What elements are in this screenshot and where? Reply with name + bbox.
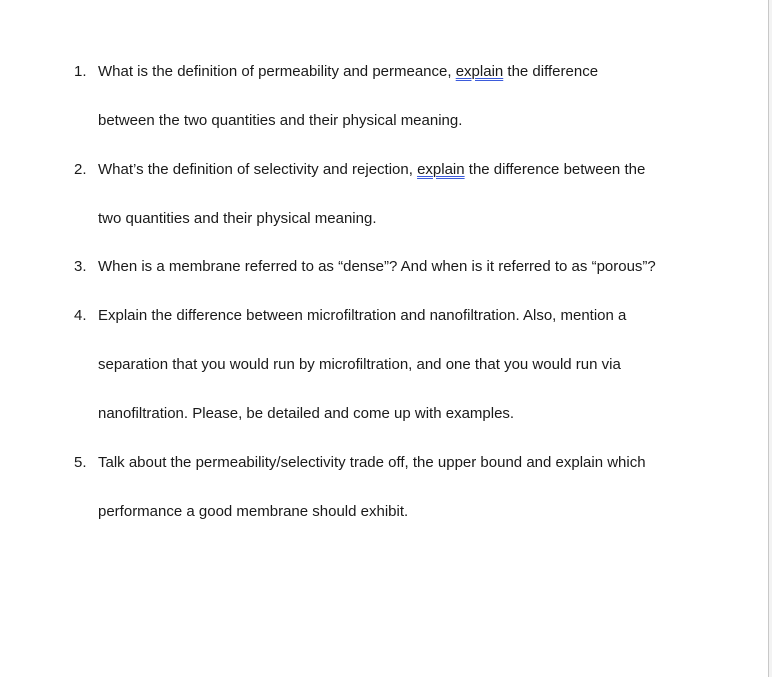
text-line: performance a good membrane should exhibit.: [98, 503, 409, 520]
text-line: Talk about the permeability/selectivity trade off, the upper bound and explain which: [98, 454, 646, 471]
proofing-flagged-word[interactable]: explain: [455, 63, 504, 80]
question-number: 5.: [74, 454, 87, 471]
text-line: Explain the difference between microfiltration and nanofiltration. Also, mention a: [98, 307, 627, 324]
text-line: What is the definition of permeability and permeance, explain the difference: [98, 63, 599, 80]
question-text[interactable]: [98, 438, 688, 536]
text-line: What’s the definition of selectivity and rejection, explain the difference between the: [98, 161, 646, 178]
text-line: nanofiltration. Please, be detailed and come up with examples.: [98, 405, 515, 422]
question-text[interactable]: [98, 145, 688, 243]
question-number: 1.: [74, 63, 87, 80]
question-number: 2.: [74, 161, 87, 178]
question-text[interactable]: [98, 291, 688, 438]
question-number: 3.: [74, 258, 87, 275]
text-line: two quantities and their physical meaning.: [98, 210, 377, 227]
question-number: 4.: [74, 307, 87, 324]
text-line: between the two quantities and their physical meaning.: [98, 112, 463, 129]
text-line: When is a membrane referred to as “dense”? And when is it referred to as “porous”?: [98, 258, 656, 275]
question-text[interactable]: [98, 47, 688, 145]
question-text[interactable]: [98, 242, 688, 291]
proofing-flagged-word[interactable]: explain: [417, 161, 465, 178]
text-line: separation that you would run by microfiltration, and one that you would run via: [98, 356, 621, 373]
